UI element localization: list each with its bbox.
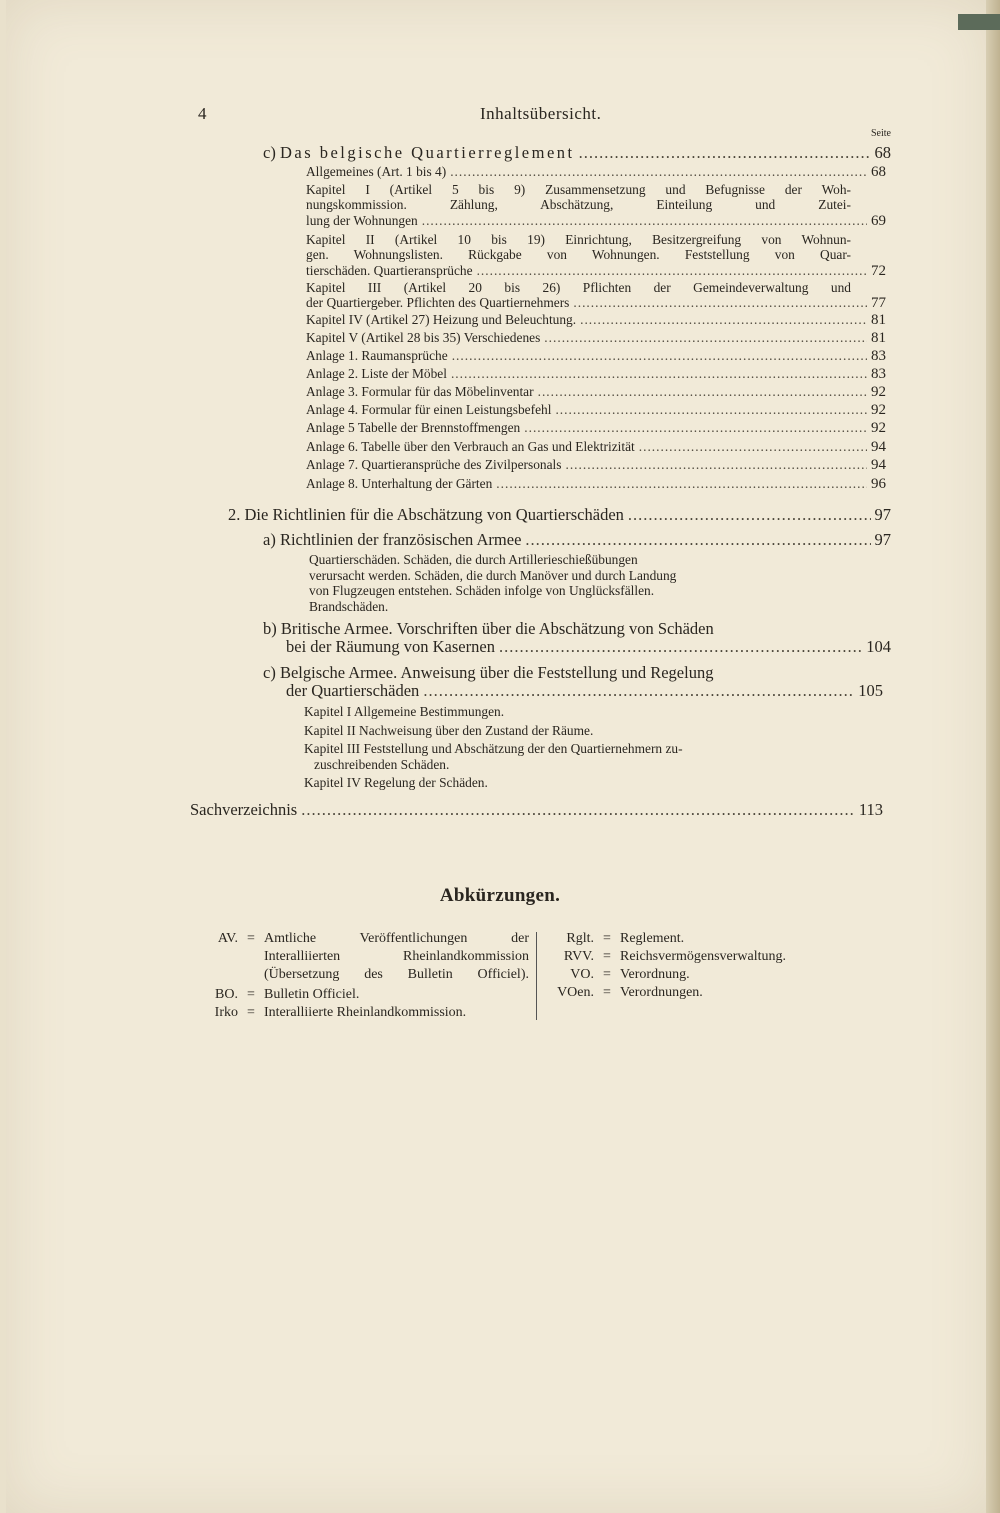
entry-title: Allgemeines (Art. 1 bis 4) xyxy=(306,164,447,179)
page-ref: 92 xyxy=(871,402,886,418)
abbreviations-left xyxy=(204,930,529,1022)
toc-entry-section-2 xyxy=(228,505,891,525)
toc-entry xyxy=(306,348,886,365)
abbr-row xyxy=(204,1004,529,1022)
toc-entry-line: Kapitel I (Artikel 5 bis 9) Zusammensetzung und Befugnisse der Woh- xyxy=(306,182,851,197)
toc-entry-2c-line2 xyxy=(286,681,883,701)
abbreviations-right xyxy=(548,930,848,1002)
abbr: Irko xyxy=(214,1005,238,1020)
toc-entry xyxy=(306,295,886,312)
leader-dots xyxy=(301,800,855,820)
entry-title: Anlage 7. Quartieransprüche des Zivilpersonals xyxy=(306,457,562,472)
abbr-meaning: Reichsvermögensverwaltung. xyxy=(620,949,787,964)
leader-dots xyxy=(496,476,867,492)
page-ref: 104 xyxy=(866,637,891,656)
abbr-meaning: Reglement. xyxy=(620,931,685,946)
abbr-eq: = xyxy=(603,931,611,946)
toc-2a-description xyxy=(309,552,850,614)
leader-dots xyxy=(524,420,867,436)
toc-entry-line: Kapitel III (Artikel 20 bis 26) Pflichten der Gemeindeverwaltung und xyxy=(306,280,851,295)
section-title: Das belgische Quartierreglement xyxy=(279,143,575,162)
page-ref: 68 xyxy=(874,143,891,162)
toc-entry-2b-line1 xyxy=(263,619,714,639)
abbr-meaning xyxy=(264,930,529,984)
abbr-line: Amtliche Veröffentlichungen der xyxy=(264,931,529,946)
toc-entry-line: gen. Wohnungslisten. Rückgabe von Wohnungen. Feststellung von Quar- xyxy=(306,247,851,263)
abbr: VOen. xyxy=(557,985,594,1000)
page-ref: 83 xyxy=(871,366,886,382)
leader-dots xyxy=(452,348,867,364)
abbr-row xyxy=(204,930,529,984)
section-title-cont: bei der Räumung von Kasernen xyxy=(286,637,495,656)
entry-title: Kapitel IV (Artikel 27) Heizung und Beleuchtung. xyxy=(306,312,577,327)
column-divider xyxy=(536,932,537,1020)
toc-entry xyxy=(306,263,886,280)
entry-title: Anlage 2. Liste der Möbel xyxy=(306,366,447,381)
entry-title: Anlage 4. Formular für einen Leistungsbefehl xyxy=(306,402,552,417)
entry-title: tierschäden. Quartieransprüche xyxy=(306,262,473,278)
page-ref: 97 xyxy=(874,505,891,524)
toc-entry xyxy=(306,420,886,437)
abbr-row xyxy=(548,984,848,1002)
abbr-row xyxy=(548,966,848,984)
toc-entry-line: Kapitel II (Artikel 10 bis 19) Einrichtung, Besitzergreifung von Wohnun- xyxy=(306,232,851,247)
kapitel-line: zuschreibenden Schäden. xyxy=(314,756,450,772)
entry-title: Anlage 5 Tabelle der Brennstoffmengen xyxy=(306,420,521,435)
leader-dots xyxy=(544,330,867,346)
abbr-meaning: Verordnungen. xyxy=(620,985,703,1000)
leader-dots xyxy=(538,384,867,400)
toc-entry-line: nungskommission. Zählung, Abschätzung, Einteilung und Zutei- xyxy=(306,197,851,213)
section-label: c) xyxy=(263,663,276,682)
toc-entry-2a xyxy=(263,530,891,550)
toc-2c-kapitel xyxy=(304,704,852,791)
toc-entry-sachverzeichnis xyxy=(190,800,883,820)
section-title: Belgische Armee. Anweisung über die Feststellung und Regelung xyxy=(279,663,714,682)
description-line: Brandschäden. xyxy=(309,598,389,614)
leader-dots xyxy=(628,505,871,525)
page-ref: 94 xyxy=(871,457,886,473)
leader-dots xyxy=(579,143,871,163)
kapitel-line: Kapitel I Allgemeine Bestimmungen. xyxy=(304,704,505,719)
page-ref: 81 xyxy=(871,312,886,328)
page-ref: 72 xyxy=(871,262,886,279)
seite-label: Seite xyxy=(871,128,891,139)
toc-entry xyxy=(306,402,886,419)
section-title: Richtlinien der französischen Armee xyxy=(279,530,522,549)
abbr-eq: = xyxy=(603,949,611,964)
section-title: Die Richtlinien für die Abschätzung von Quartierschäden xyxy=(244,505,624,524)
page-ref: 96 xyxy=(871,476,886,492)
abbr: BO. xyxy=(215,987,238,1002)
leader-dots xyxy=(639,439,867,455)
abbreviations-title: Abkürzungen. xyxy=(439,885,561,906)
abbr: Rglt. xyxy=(566,931,594,946)
page-ref: 81 xyxy=(871,330,886,346)
leader-dots xyxy=(565,457,867,473)
abbr-row xyxy=(548,948,848,966)
entry-title: Anlage 1. Raumansprüche xyxy=(306,348,448,363)
page-ref: 69 xyxy=(871,212,886,229)
abbr-eq: = xyxy=(603,967,611,982)
leader-dots xyxy=(477,263,867,279)
toc-entry xyxy=(306,366,886,383)
page-ref: 94 xyxy=(871,439,886,455)
toc-entry-2c-line1 xyxy=(263,663,713,683)
kapitel-line: Kapitel IV Regelung der Schäden. xyxy=(304,775,488,790)
toc-entry xyxy=(306,476,886,493)
page-ref: 83 xyxy=(871,348,886,364)
entry-title: Anlage 8. Unterhaltung der Gärten xyxy=(306,476,493,491)
leader-dots xyxy=(525,530,870,550)
page-ref: 68 xyxy=(871,164,886,180)
entry-title: Anlage 6. Tabelle über den Verbrauch an Gas und Elektrizität xyxy=(306,439,635,454)
entry-title: Anlage 3. Formular für das Möbelinventar xyxy=(306,384,534,399)
leader-dots xyxy=(499,637,862,657)
toc-entry xyxy=(306,439,886,456)
page-ref: 77 xyxy=(871,295,886,312)
abbr-meaning: Bulletin Officiel. xyxy=(264,987,360,1002)
abbr-meaning: Interalliierte Rheinlandkommission. xyxy=(264,1005,467,1020)
entry-title: der Quartiergeber. Pflichten des Quartiernehmers xyxy=(306,295,570,311)
abbr-eq: = xyxy=(603,985,611,1000)
color-strip xyxy=(958,14,1000,30)
abbr: VO. xyxy=(570,967,594,982)
section-title-cont: der Quartierschäden xyxy=(286,681,420,700)
toc-entry xyxy=(306,213,886,230)
abbr-eq: = xyxy=(247,987,255,1002)
leader-dots xyxy=(450,164,867,180)
description-line: von Flugzeugen entstehen. Schäden infolge von Unglücksfällen. xyxy=(309,583,655,598)
abbr: RVV. xyxy=(563,949,594,964)
page-ref: 92 xyxy=(871,420,886,436)
abbr-line: Interalliierten Rheinlandkommission xyxy=(264,949,529,964)
entry-title: lung der Wohnungen xyxy=(306,212,418,228)
page-ref: 97 xyxy=(874,530,891,549)
page-ref: 113 xyxy=(858,800,883,819)
toc-entry xyxy=(306,330,886,347)
section-title: Sachverzeichnis xyxy=(190,800,298,819)
section-label: 2. xyxy=(228,505,241,524)
entry-title: Kapitel V (Artikel 28 bis 35) Verschiedenes xyxy=(306,330,541,345)
toc-entry xyxy=(306,312,886,329)
page-number: 4 xyxy=(198,104,207,123)
abbr-eq: = xyxy=(247,931,255,946)
section-title: Britische Armee. Vorschriften über die Abschätzung von Schäden xyxy=(280,619,714,638)
abbr-meaning: Verordnung. xyxy=(620,967,690,982)
leader-dots xyxy=(422,213,867,229)
kapitel-line: Kapitel III Feststellung und Abschätzung der den Quartiernehmern zu- xyxy=(304,741,683,756)
leader-dots xyxy=(555,402,867,418)
abbr-row xyxy=(548,930,848,948)
toc-entry xyxy=(306,384,886,401)
leader-dots xyxy=(573,295,867,311)
section-label: c) xyxy=(263,143,276,162)
page-edge xyxy=(986,0,1000,1513)
description-line: Quartierschäden. Schäden, die durch Artillerieschießübungen xyxy=(309,552,638,567)
toc-entry xyxy=(306,457,886,474)
abbr-row xyxy=(204,986,529,1004)
toc-entry-2b-line2 xyxy=(286,637,891,657)
abbr-line: (Übersetzung des Bulletin Officiel). xyxy=(264,967,529,982)
kapitel-line: Kapitel II Nachweisung über den Zustand der Räume. xyxy=(304,722,594,738)
page-ref: 105 xyxy=(858,681,883,700)
section-label: b) xyxy=(263,619,277,638)
leader-dots xyxy=(451,366,867,382)
section-label: a) xyxy=(263,530,276,549)
leader-dots xyxy=(580,312,867,328)
toc-entry-section-c xyxy=(263,143,891,163)
abbr-eq: = xyxy=(247,1005,255,1020)
running-title: Inhaltsübersicht. xyxy=(480,104,602,123)
toc-entry xyxy=(306,164,886,181)
abbr: AV. xyxy=(217,931,238,946)
page-ref: 92 xyxy=(871,384,886,400)
leader-dots xyxy=(423,681,854,701)
description-line: verursacht werden. Schäden, die durch Manöver und durch Landung xyxy=(309,567,677,583)
